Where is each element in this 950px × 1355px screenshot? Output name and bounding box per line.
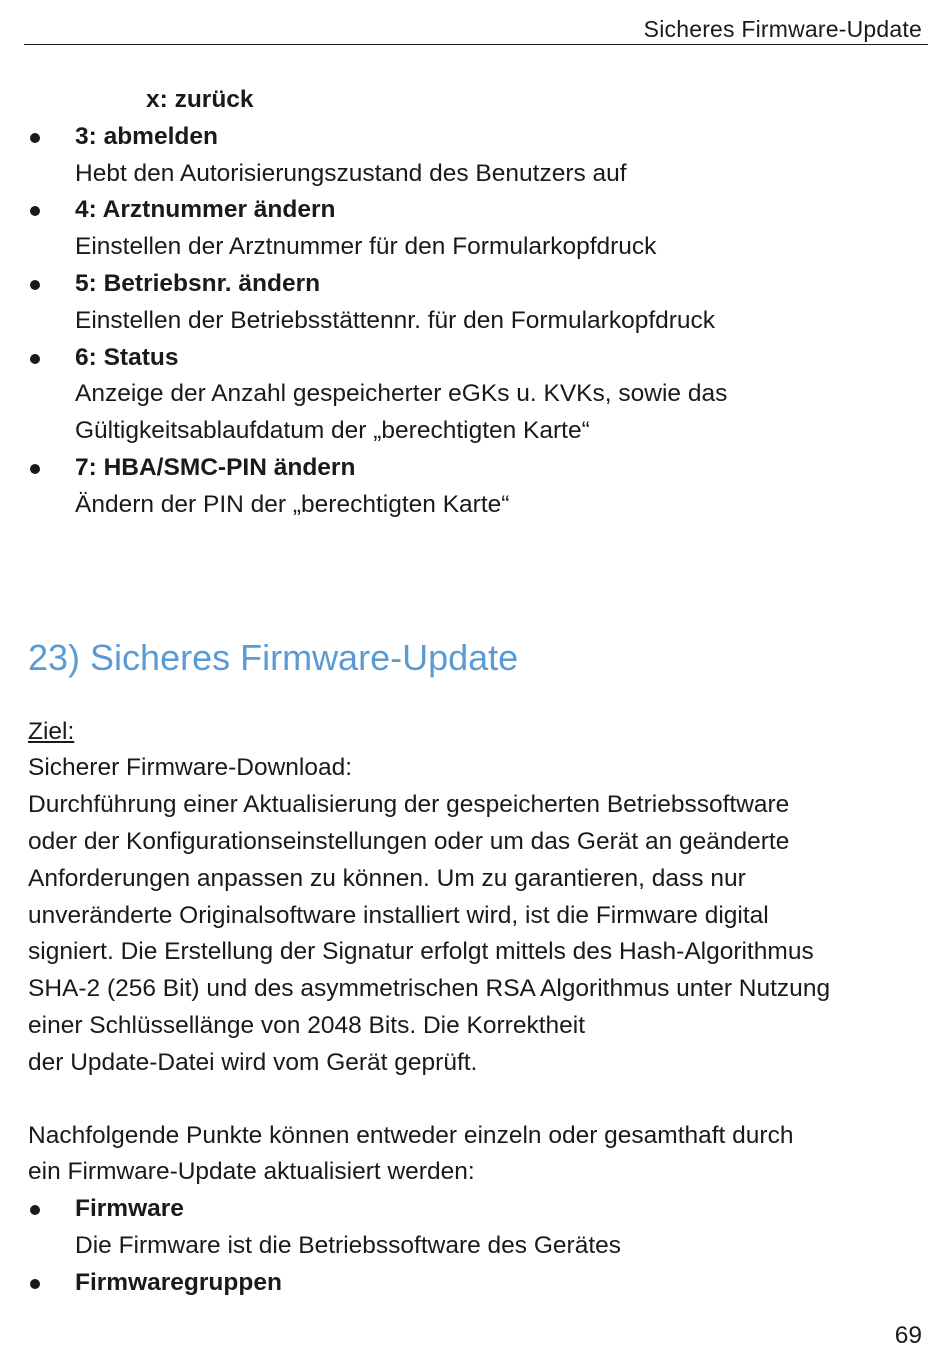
update-item-list bbox=[28, 1191, 918, 1301]
bullet-icon bbox=[30, 280, 40, 290]
section-heading: 23) Sicheres Firmware-Update bbox=[28, 636, 519, 678]
list-item bbox=[28, 192, 918, 266]
item-title: Firmwaregruppen bbox=[75, 1268, 282, 1296]
text-line: Sicherer Firmware-Download: bbox=[28, 754, 353, 782]
list-item bbox=[28, 450, 918, 524]
text-line: signiert. Die Erstellung der Signatur erfolgt mittels des Hash-Algorithmus bbox=[28, 938, 814, 966]
item-description: Die Firmware ist die Betriebssoftware des Gerätes bbox=[75, 1231, 621, 1259]
item-description: Gültigkeitsablaufdatum der „berechtigten Karte“ bbox=[75, 417, 590, 445]
text-line: Nachfolgende Punkte können entweder einzeln oder gesamthaft durch bbox=[28, 1121, 794, 1149]
header-title: Sicheres Firmware-Update bbox=[643, 16, 922, 42]
bullet-icon bbox=[30, 464, 40, 474]
bullet-icon bbox=[30, 133, 40, 143]
page-number: 69 bbox=[894, 1322, 922, 1349]
item-description: Anzeige der Anzahl gespeicherter eGKs u. KVKs, sowie das bbox=[75, 380, 728, 408]
list-item bbox=[28, 1191, 918, 1265]
item-title: 5: Betriebsnr. ändern bbox=[75, 269, 321, 297]
text-line: ein Firmware-Update aktualisiert werden: bbox=[28, 1158, 475, 1186]
bullet-icon bbox=[30, 1279, 40, 1289]
text-line: SHA-2 (256 Bit) und des asymmetrischen RSA Algorithmus unter Nutzung bbox=[28, 975, 831, 1003]
item-title: 6: Status bbox=[75, 343, 179, 371]
page-header bbox=[24, 14, 928, 45]
text-line: Durchführung einer Aktualisierung der gespeicherten Betriebssoftware bbox=[28, 791, 790, 819]
item-title: Firmware bbox=[75, 1195, 184, 1223]
page-content bbox=[28, 82, 918, 1302]
item-description: Ändern der PIN der „berechtigten Karte“ bbox=[75, 490, 510, 518]
bullet-icon bbox=[30, 1205, 40, 1215]
ziel-paragraph bbox=[28, 750, 918, 1081]
item-description: Hebt den Autorisierungszustand des Benutzers auf bbox=[75, 159, 627, 187]
text-line: der Update-Datei wird vom Gerät geprüft. bbox=[28, 1048, 478, 1076]
list-item bbox=[28, 266, 918, 340]
list-item bbox=[28, 340, 918, 450]
text-line: einer Schlüssellänge von 2048 Bits. Die Korrektheit bbox=[28, 1011, 586, 1039]
item-title: 7: HBA/SMC-PIN ändern bbox=[75, 453, 356, 481]
bullet-icon bbox=[30, 206, 40, 216]
text-line: oder der Konfigurationseinstellungen oder um das Gerät an geänderte bbox=[28, 827, 790, 855]
item-title: 4: Arztnummer ändern bbox=[75, 196, 336, 224]
bullet-icon bbox=[30, 354, 40, 364]
menu-item-list bbox=[28, 119, 918, 524]
ziel-label: Ziel: bbox=[28, 717, 75, 745]
intro-paragraph bbox=[28, 1118, 918, 1192]
text-line: Anforderungen anpassen zu können. Um zu garantieren, dass nur bbox=[28, 864, 746, 892]
item-description: Einstellen der Betriebsstättennr. für den Formularkopfdruck bbox=[75, 306, 716, 334]
item-title: 3: abmelden bbox=[75, 122, 218, 150]
text-line: unveränderte Originalsoftware installiert wird, ist die Firmware digital bbox=[28, 901, 769, 929]
paragraph-spacer bbox=[28, 1082, 918, 1118]
item-description: Einstellen der Arztnummer für den Formularkopfdruck bbox=[75, 233, 657, 261]
list-item bbox=[28, 119, 918, 193]
list-item bbox=[28, 1265, 918, 1302]
sub-item-back: x: zurück bbox=[146, 86, 254, 113]
